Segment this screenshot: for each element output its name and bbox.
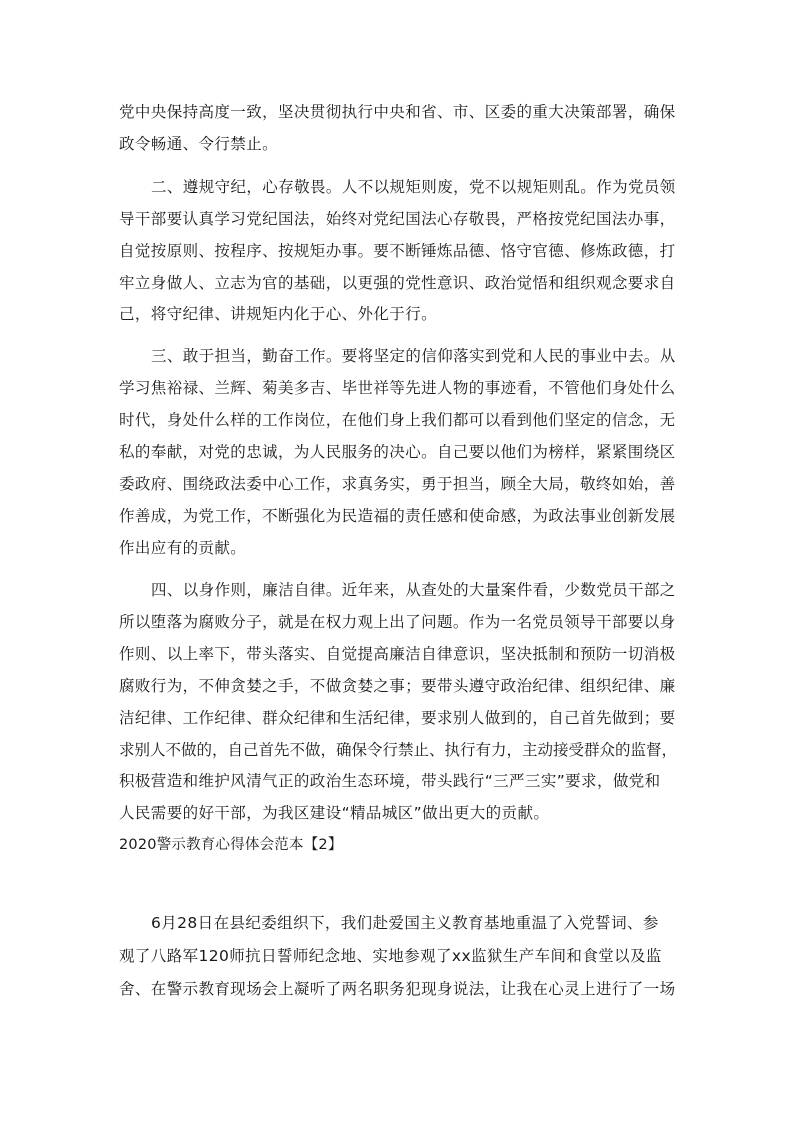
text-line: 政令畅通、令行禁止。 (119, 135, 279, 153)
text-line: 导干部要认真学习党纪国法，始终对党纪国法心存敬畏，严格按党纪国法办事， (119, 210, 676, 228)
text-line: 四、以身作则，廉洁自律。近年来，从查处的大量案件看，少数党员干部之 (151, 581, 676, 599)
text-line: 牢立身做人、立志为官的基础，以更强的党性意识、政治觉悟和组织观念要求自 (119, 274, 676, 292)
text-line: 人民需要的好干部，为我区建设“精品城区”做出更大的贡献。 (119, 804, 550, 822)
text-line: 学习焦裕禄、兰辉、菊美多吉、毕世祥等先进人物的事迹看，不管他们身处什么 (119, 379, 676, 397)
text-line: 二、遵规守纪，心存敬畏。人不以规矩则废，党不以规矩则乱。作为党员领 (151, 178, 676, 196)
text-line: 三、敢于担当，勤奋工作。要将坚定的信仰落实到党和人民的事业中去。从 (151, 347, 676, 365)
text-line: 积极营造和维护风清气正的政治生态环境，带头践行“三严三实”要求，做党和 (119, 772, 661, 790)
text-line: 党中央保持高度一致，坚决贯彻执行中央和省、市、区委的重大决策部署，确保 (119, 103, 676, 121)
text-line: 6月28日在县纪委组织下，我们赴爱国主义教育基地重温了入党誓词、参 (151, 914, 659, 932)
text-line: 私的奉献，对党的忠诚，为人民服务的决心。自己要以他们为榜样，紧紧围绕区 (119, 443, 676, 461)
text-line: 委政府、围绕政法委中心工作，求真务实，勇于担当，顾全大局，敬终如始，善 (119, 475, 676, 493)
text-line: 时代，身处什么样的工作岗位，在他们身上我们都可以看到他们坚定的信念，无 (119, 411, 676, 429)
text-line: 作善成，为党工作，不断强化为民造福的责任感和使命感，为政法事业创新发展 (119, 507, 676, 525)
text-line: 舍、在警示教育现场会上凝听了两名职务犯现身说法，让我在心灵上进行了一场 (119, 980, 676, 998)
text-line: 腐败行为，不伸贪婪之手，不做贪婪之事；要带头遵守政治纪律、组织纪律、廉 (119, 677, 676, 695)
text-line: 洁纪律、工作纪律、群众纪律和生活纪律，要求别人做到的，自己首先做到；要 (119, 709, 676, 727)
text-line: 己，将守纪律、讲规矩内化于心、外化于行。 (119, 305, 438, 323)
section-heading: 2020警示教育心得体会范本【2】 (119, 837, 343, 853)
text-line: 自觉按原则、按程序、按规矩办事。要不断锤炼品德、恪守官德、修炼政德，打 (119, 242, 676, 260)
text-line: 所以堕落为腐败分子，就是在权力观上出了问题。作为一名党员领导干部要以身 (119, 613, 676, 631)
text-line: 作则、以上率下，带头落实、自觉提高廉洁自律意识，坚决抵制和预防一切消极 (119, 645, 676, 663)
text-line: 作出应有的贡献。 (119, 539, 247, 557)
text-line: 求别人不做的，自己首先不做，确保令行禁止、执行有力，主动接受群众的监督， (119, 741, 678, 759)
text-line: 观了八路军120师抗日誓师纪念地、实地参观了xx监狱生产车间和食堂以及监 (119, 947, 662, 965)
